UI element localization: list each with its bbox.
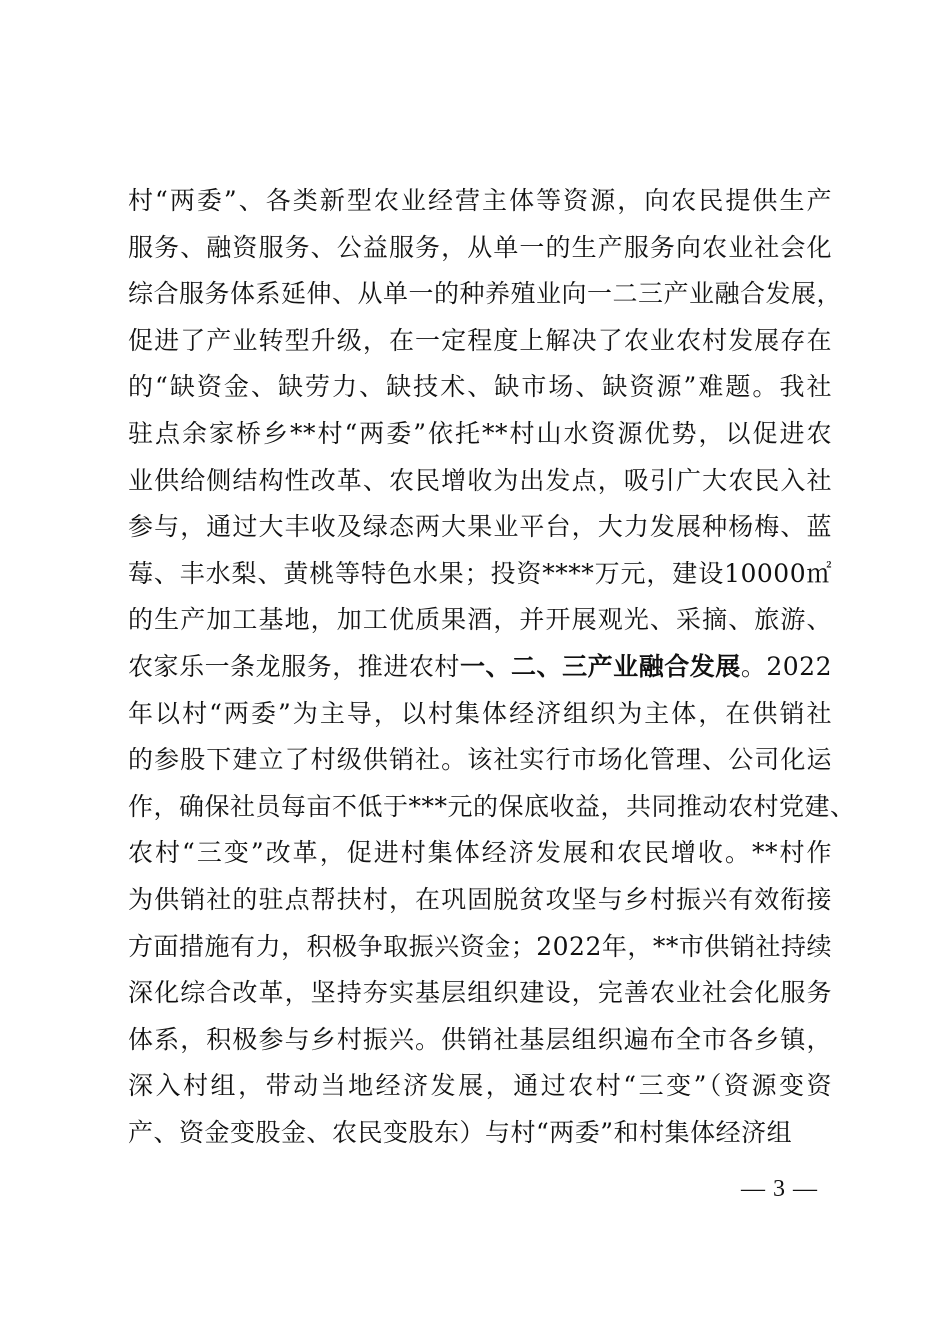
text-line: 产、资金变股金、农民变股东）与村“两委”和村集体经济组 [128, 1117, 793, 1147]
text-line: 服务、融资服务、公益服务，从单一的生产服务向农业社会化 [128, 232, 832, 262]
text-line-mixed [128, 644, 832, 691]
text-line: 深化综合改革，坚持夯实基层组织建设，完善农业社会化服务 [128, 978, 832, 1008]
text-line: 驻点余家桥乡**村“两委”依托**村山水资源优势，以促进农 [128, 418, 832, 448]
body-paragraph [128, 178, 856, 1156]
text-line: 作，确保社员每亩不低于***元的保底收益，共同推动农村党建、 [128, 791, 856, 821]
text-line: 的“缺资金、缺劳力、缺技术、缺市场、缺资源”难题。我社 [128, 372, 832, 402]
text-line: 村“两委”、各类新型农业经营主体等资源，向农民提供生产 [128, 186, 832, 215]
bold-phrase: 一、二、三产业融合发展 [459, 651, 741, 681]
page-number: — 3 — [741, 1176, 818, 1202]
text-line: 综合服务体系延伸、从单一的种养殖业向一二三产业融合发展， [128, 279, 843, 309]
text-line: 业供给侧结构性改革、农民增收为出发点，吸引广大农民入社 [128, 465, 832, 495]
text-line: 方面措施有力，积极争取振兴资金；2022年，**市供销社持续 [128, 931, 832, 961]
text-line: 深入村组，带动当地经济发展，通过农村“三变”（资源变资 [128, 1071, 832, 1101]
text-line: 促进了产业转型升级，在一定程度上解决了农业农村发展存在 [128, 325, 832, 355]
text-line: 的参股下建立了村级供销社。该社实行市场化管理、公司化运 [128, 745, 832, 775]
text-line: 年以村“两委”为主导，以村集体经济组织为主体，在供销社 [128, 698, 832, 728]
text-line: 参与，通过大丰收及绿态两大果业平台，大力发展种杨梅、蓝 [128, 512, 832, 542]
text-line: 为供销社的驻点帮扶村，在巩固脱贫攻坚与乡村振兴有效衔接 [128, 884, 832, 914]
text-line: 农村“三变”改革，促进村集体经济发展和农民增收。**村作 [128, 838, 832, 868]
text-fragment: 。2022 [740, 651, 832, 681]
text-fragment: 农家乐一条龙服务，推进农村 [128, 651, 460, 681]
text-line: 的生产加工基地，加工优质果酒，并开展观光、采摘、旅游、 [128, 605, 832, 635]
text-line: 莓、丰水梨、黄桃等特色水果；投资****万元，建设10000㎡ [128, 558, 832, 588]
text-line: 体系，积极参与乡村振兴。供销社基层组织遍布全市各乡镇， [128, 1024, 832, 1054]
